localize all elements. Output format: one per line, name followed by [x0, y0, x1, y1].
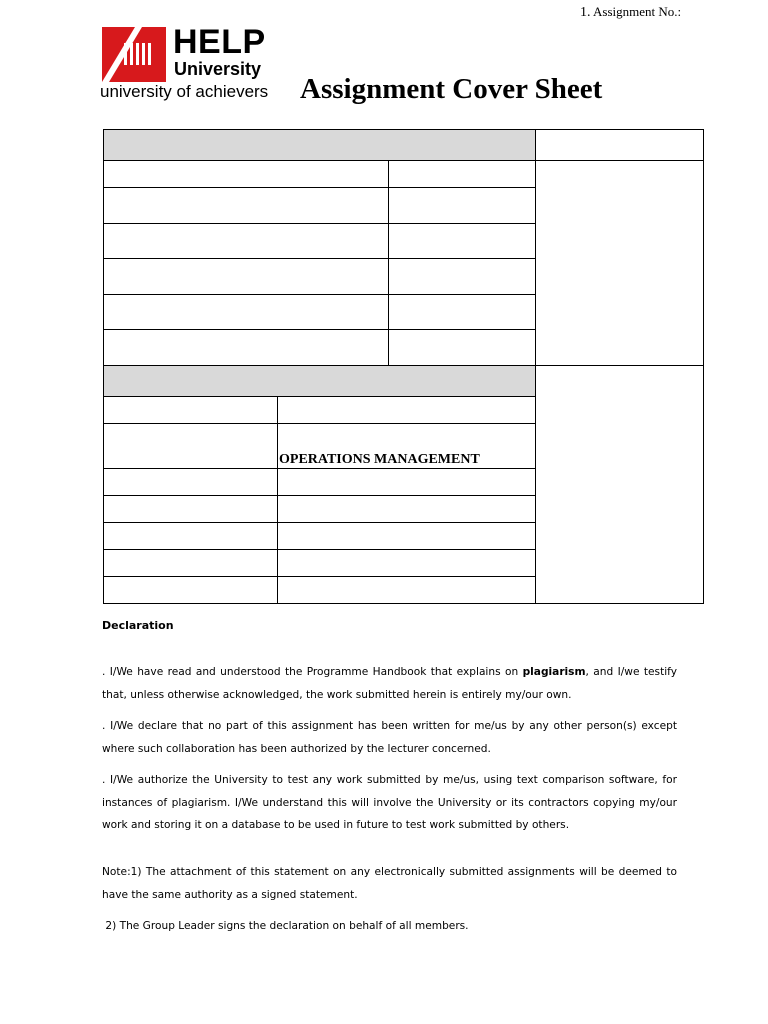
table-border-left: [103, 129, 104, 604]
declaration-note-2: 2) The Group Leader signs the declaration on behalf of all members.: [102, 920, 469, 932]
row-line: [103, 160, 704, 161]
logo-mark-icon: [102, 27, 166, 82]
row-line: [103, 549, 536, 550]
section1-column-divider: [388, 160, 389, 366]
table-border-top: [103, 129, 704, 130]
declaration-paragraph-2: . I/We declare that no part of this assignment has been written for me/us by any other person(s) except where such collaboration has been authorized by the lecturer concerned.: [102, 720, 677, 755]
row-line: [103, 294, 536, 295]
declaration-note-1: Note:1) The attachment of this statement on any electronically submitted assignments will be deemed to have the same authority as a signed statement.: [102, 866, 677, 901]
row-line: [103, 396, 536, 397]
row-line: [103, 258, 536, 259]
logo-name: HELP: [173, 23, 266, 61]
table-border-bottom: [103, 603, 704, 604]
declaration-p1-end: , and I/we testify that, unless otherwise acknowledged, the work submitted herein is entirely my/our own.: [102, 666, 677, 701]
row-line: [103, 187, 536, 188]
row-line: [103, 576, 536, 577]
declaration-paragraph-3: . I/We authorize the University to test any work submitted by me/us, using text comparison software, for instances of plagiarism. I/We understand this will involve the University or its contractors copying my/our work and storing it on a database to be used in future to test work submitted by others.: [102, 774, 677, 831]
module-section-header-shade: [104, 366, 535, 396]
row-line: [103, 522, 536, 523]
row-line: [103, 365, 704, 366]
row-line: [103, 468, 536, 469]
cover-sheet-form-table: [103, 129, 704, 604]
assignment-number-label: [580, 4, 681, 21]
table-border-right: [703, 129, 704, 604]
right-column-divider: [535, 129, 536, 604]
declaration-p1-bold: plagiarism: [522, 666, 586, 678]
page-title: Assignment Cover Sheet: [300, 73, 603, 105]
declaration-paragraph-1: [102, 661, 677, 706]
row-line: [103, 495, 536, 496]
row-line: [103, 223, 536, 224]
logo-tagline: university of achievers: [100, 82, 269, 101]
module-name-value: OPERATIONS MANAGEMENT: [279, 452, 480, 467]
declaration-p1-start: . I/We have read and understood the Programme Handbook that explains on: [102, 666, 523, 678]
row-line: [103, 329, 536, 330]
student-section-header-shade: [104, 130, 535, 160]
section2-column-divider: [277, 396, 278, 604]
row-line: [103, 423, 536, 424]
declaration-heading: Declaration: [102, 619, 174, 632]
logo-subname: University: [174, 59, 262, 79]
assignment-number-index: 1.: [580, 5, 591, 20]
assignment-number-text: Assignment No.:: [593, 4, 682, 19]
